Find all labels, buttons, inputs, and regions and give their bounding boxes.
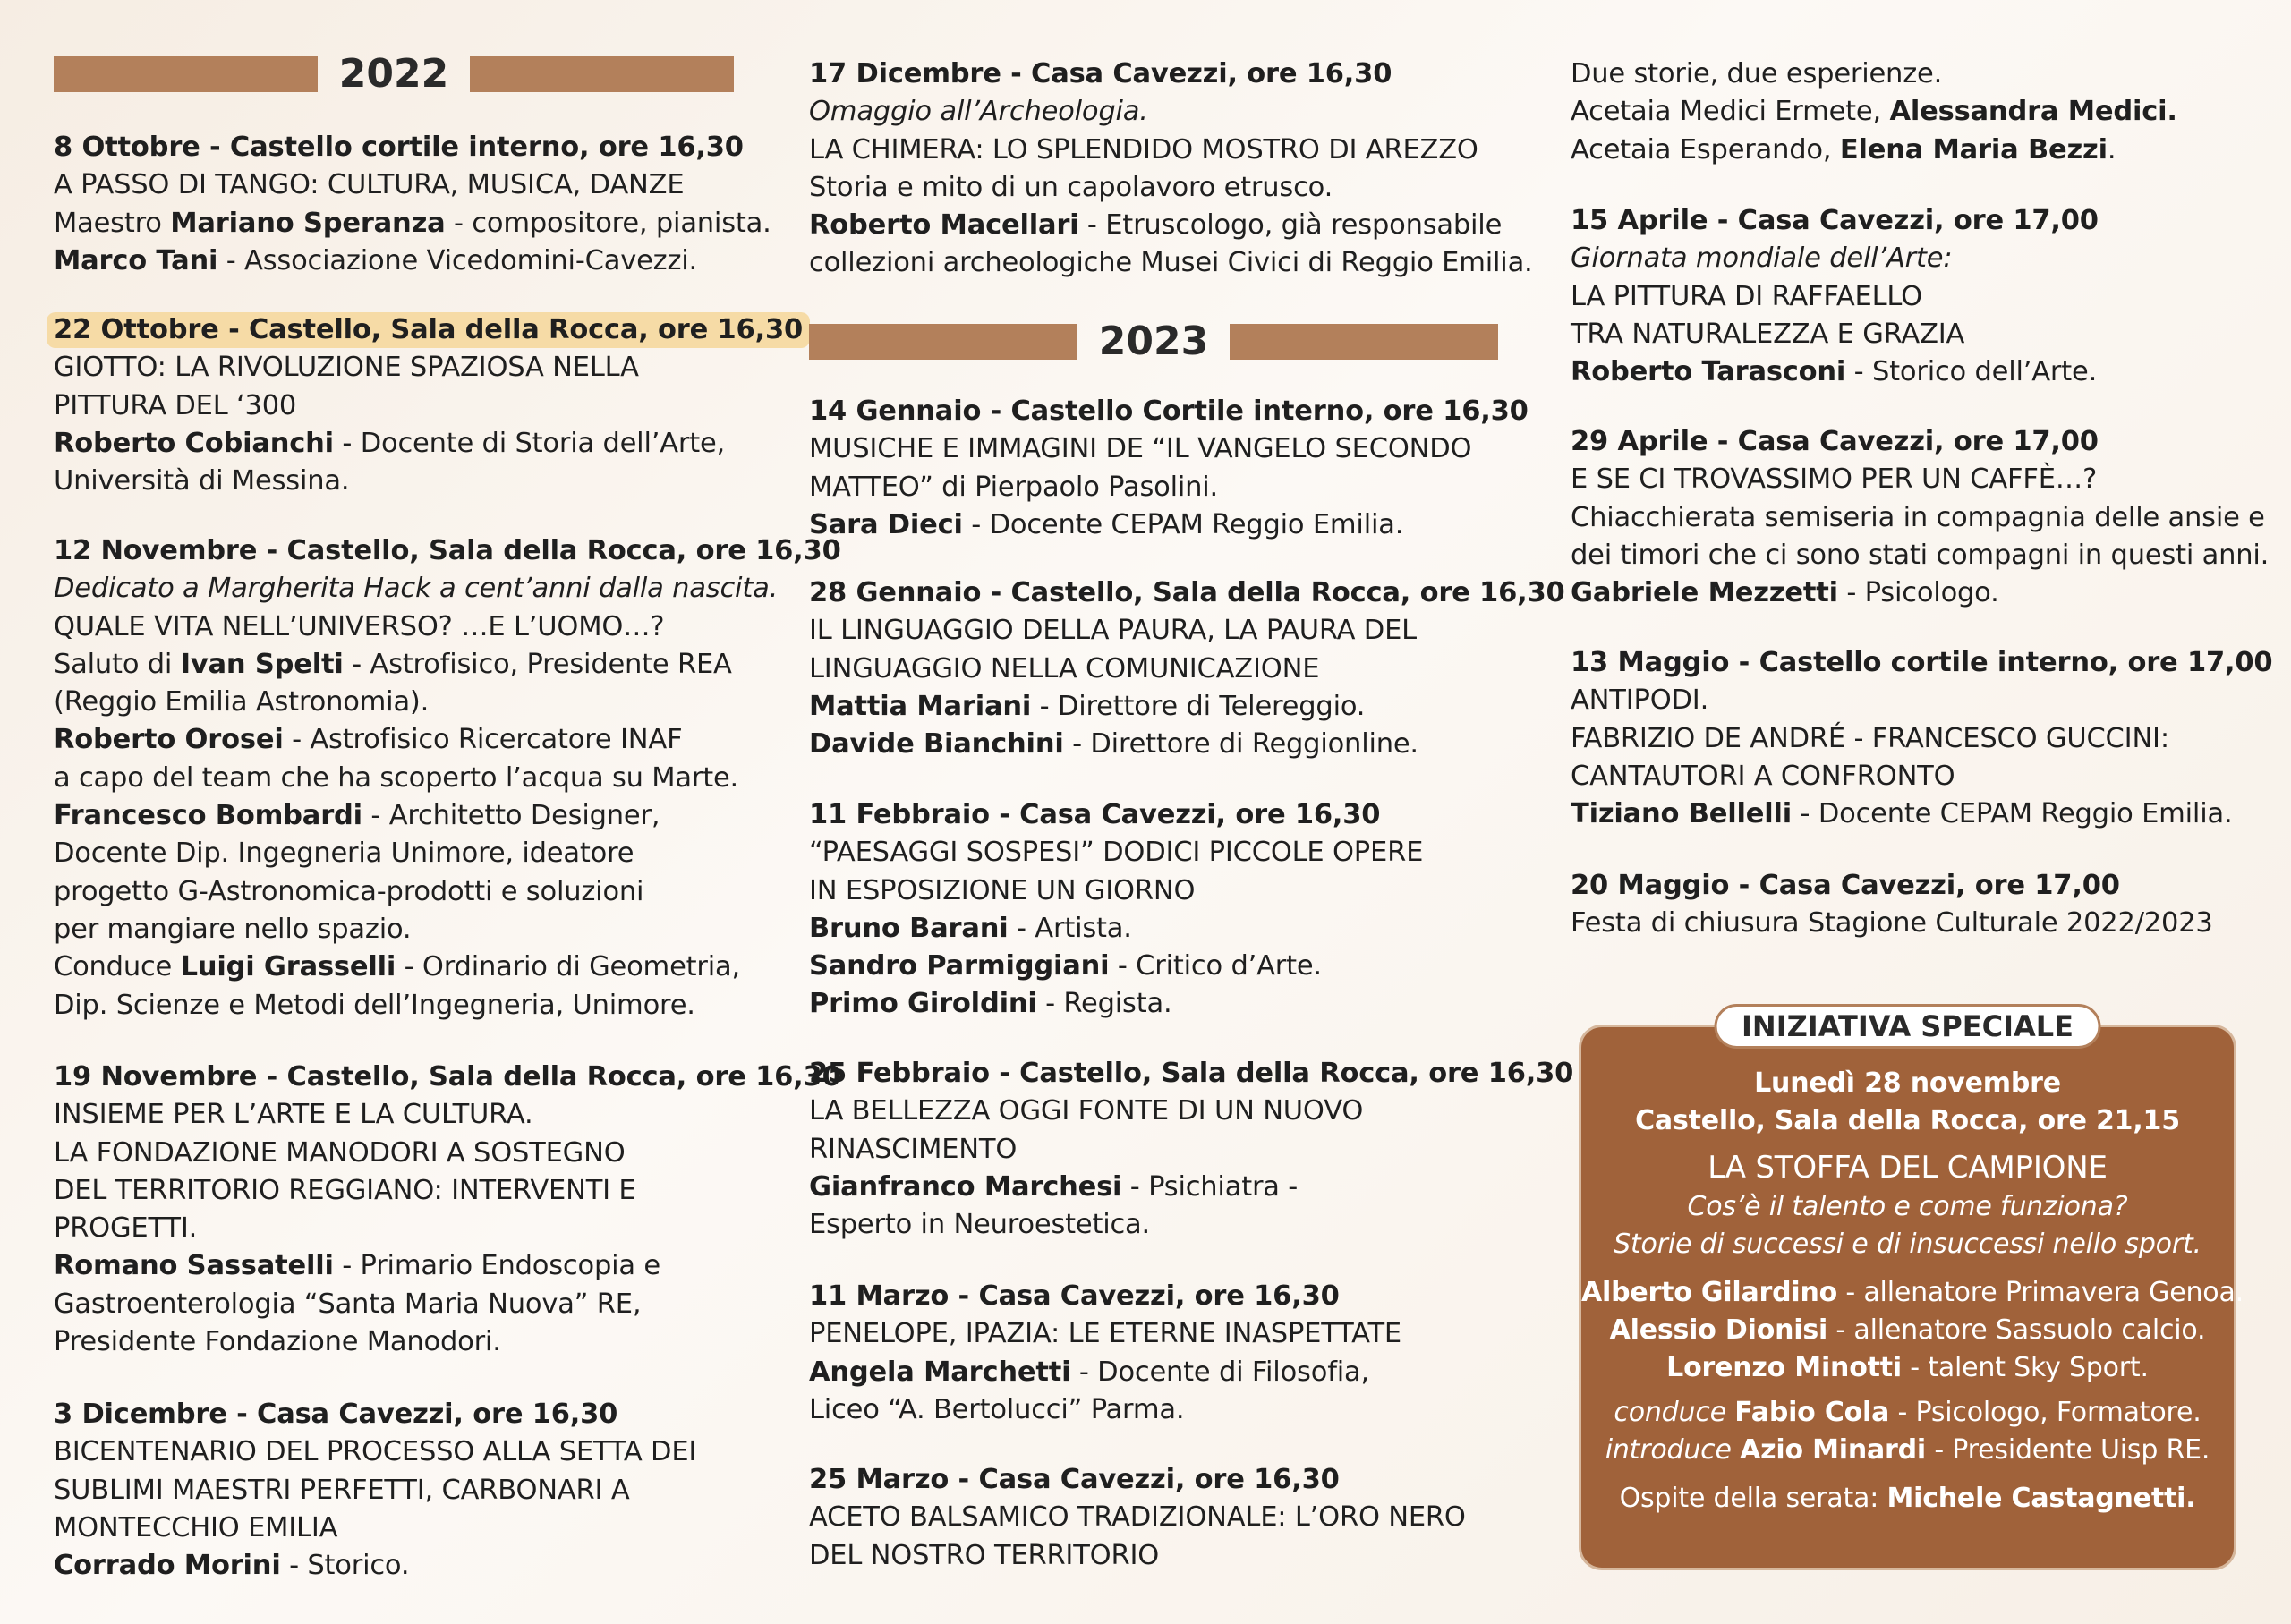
line-text: PITTURA DEL ‘300 xyxy=(54,389,297,421)
event-line xyxy=(54,1286,734,1323)
line-text: - Ordinario di Geometria, xyxy=(396,951,740,983)
line-text: - Psicologo, Formatore. xyxy=(1889,1397,2202,1428)
special-line xyxy=(1581,1065,2234,1102)
event-line xyxy=(809,650,1498,688)
year-bar-right xyxy=(1230,324,1498,360)
event-date-header: 20 Maggio - Casa Cavezzi, ore 17,00 xyxy=(1571,870,2120,901)
event-entry xyxy=(54,129,771,280)
special-line xyxy=(1581,1226,2234,1263)
year-label: 2022 xyxy=(338,51,449,97)
line-text: - Docente di Filosofia, xyxy=(1070,1356,1369,1388)
line-text: - Storico dell’Arte. xyxy=(1845,356,2098,388)
speaker-name: Michele Castagnetti. xyxy=(1886,1483,2196,1514)
line-text: Giornata mondiale dell’Arte: xyxy=(1571,242,1953,275)
line-text: Festa di chiusura Stagione Culturale 2022/2023 xyxy=(1571,907,2213,940)
line-text: ANTIPODI. xyxy=(1571,684,1709,717)
speaker-name: Lunedì 28 novembre xyxy=(1754,1067,2061,1099)
line-text: - Etruscologo, già responsabile xyxy=(1078,209,1503,242)
event-header-line xyxy=(54,129,744,166)
event-entry xyxy=(809,393,1529,544)
event-date-header: 11 Febbraio - Casa Cavezzi, ore 16,30 xyxy=(809,799,1381,830)
line-text: - Primario Endoscopia e xyxy=(333,1250,660,1282)
event-line xyxy=(809,612,1498,650)
line-text: LA BELLEZZA OGGI FONTE DI UN NUOVO xyxy=(809,1095,1364,1127)
event-date-header: 19 Novembre - Castello, Sala della Rocca, ore 16,30 xyxy=(54,1061,841,1093)
speaker-name: Sara Dieci xyxy=(809,508,963,540)
event-line xyxy=(54,1433,734,1471)
event-header-line xyxy=(809,1278,1498,1315)
event-date-header: 28 Gennaio - Castello, Sala della Rocca, ore 16,30 xyxy=(809,577,1565,608)
speaker-name: Roberto Cobianchi xyxy=(54,427,334,459)
speaker-name: Corrado Morini xyxy=(54,1550,281,1582)
line-text: Chiacchierata semiseria in compagnia delle ansie e xyxy=(1571,501,2265,533)
speaker-name: Fabio Cola xyxy=(1734,1397,1890,1428)
event-entry xyxy=(54,532,841,1025)
event-header-line xyxy=(809,574,1565,612)
line-text: Docente Dip. Ingegneria Unimore, ideatore xyxy=(54,838,634,870)
event-line xyxy=(1571,682,2251,719)
line-text: Storia e mito di un capolavoro etrusco. xyxy=(809,171,1333,203)
event-line xyxy=(54,570,779,608)
line-text: (Reggio Emilia Astronomia). xyxy=(54,686,430,718)
event-line xyxy=(809,1206,1498,1244)
special-event-box xyxy=(1579,1009,2244,1570)
event-line xyxy=(54,646,734,684)
year-bar-left xyxy=(809,324,1077,360)
event-line xyxy=(54,1323,734,1361)
speaker-name: Alessio Dionisi xyxy=(1609,1314,1828,1346)
event-line xyxy=(1571,499,2265,537)
speaker-name: Elena Maria Bezzi xyxy=(1839,133,2108,166)
special-line xyxy=(1581,1274,2244,1312)
event-header-line xyxy=(809,796,1498,834)
special-line xyxy=(1581,1394,2234,1432)
event-line xyxy=(54,835,734,872)
event-line xyxy=(54,911,734,948)
event-line xyxy=(1571,353,2251,391)
event-entry xyxy=(54,311,804,500)
speaker-name: Tiziano Bellelli xyxy=(1571,798,1793,830)
event-line xyxy=(809,985,1498,1023)
event-header-line xyxy=(54,532,841,570)
speaker-name: Mattia Mariani xyxy=(809,690,1032,722)
special-line xyxy=(1581,1312,2234,1349)
event-line xyxy=(1571,316,2251,353)
line-text: - Docente CEPAM Reggio Emilia. xyxy=(962,508,1404,540)
event-date-header: 25 Marzo - Casa Cavezzi, ore 16,30 xyxy=(809,1464,1340,1495)
event-date-header: 12 Novembre - Castello, Sala della Rocca, ore 16,30 xyxy=(54,535,841,566)
line-text: per mangiare nello spazio. xyxy=(54,913,412,945)
line-text: “PAESAGGI SOSPESI” DODICI PICCOLE OPERE xyxy=(809,837,1424,869)
event-line xyxy=(809,1391,1498,1429)
event-header-line xyxy=(1571,867,2251,905)
speaker-name: Romano Sassatelli xyxy=(54,1250,334,1282)
line-text: - Astrofisico Ricercatore INAF xyxy=(283,724,683,756)
speaker-name: Angela Marchetti xyxy=(809,1356,1071,1388)
event-date-header: 25 Febbraio - Castello, Sala della Rocca, ore 16,30 xyxy=(809,1058,1574,1089)
line-text: MUSICHE E IMMAGINI DE “IL VANGELO SECONDO xyxy=(809,433,1472,465)
line-text: Maestro xyxy=(54,207,171,239)
event-line xyxy=(54,242,734,280)
event-line xyxy=(54,608,734,646)
event-date-header: 8 Ottobre - Castello cortile interno, ore 16,30 xyxy=(54,132,744,163)
event-line xyxy=(54,425,734,463)
year-bar-left xyxy=(54,56,318,92)
event-line xyxy=(809,132,1498,169)
event-entry xyxy=(1571,202,2251,391)
line-text: Dedicato a Margherita Hack a cent’anni dalla nascita. xyxy=(54,573,779,605)
line-text: LINGUAGGIO NELLA COMUNICAZIONE xyxy=(809,652,1320,684)
event-line xyxy=(809,469,1498,506)
event-line xyxy=(809,726,1498,763)
line-text: - Associazione Vicedomini-Cavezzi. xyxy=(217,244,698,276)
line-text: - allenatore Sassuolo calcio. xyxy=(1827,1314,2206,1346)
line-text: E SE CI TROVASSIMO PER UN CAFFÈ…? xyxy=(1571,463,2098,496)
event-entry xyxy=(809,1461,1498,1575)
event-entry xyxy=(809,796,1498,1024)
speaker-name: Primo Giroldini xyxy=(809,988,1037,1020)
event-line xyxy=(809,834,1498,872)
line-text: MONTECCHIO EMILIA xyxy=(54,1511,338,1543)
line-text: - Storico. xyxy=(280,1550,410,1582)
line-text: - Docente di Storia dell’Arte, xyxy=(333,427,726,459)
event-date-header: 29 Aprile - Casa Cavezzi, ore 17,00 xyxy=(1571,426,2099,457)
line-text: GIOTTO: LA RIVOLUZIONE SPAZIOSA NELLA xyxy=(54,352,639,384)
speaker-name: Alessandra Medici. xyxy=(1889,96,2177,128)
event-header-line xyxy=(54,1059,841,1096)
event-line xyxy=(1571,132,2251,169)
line-text: DEL NOSTRO TERRITORIO xyxy=(809,1539,1160,1571)
line-text: IL LINGUAGGIO DELLA PAURA, LA PAURA DEL xyxy=(809,615,1417,647)
special-line xyxy=(1581,1102,2234,1140)
special-line xyxy=(1581,1432,2234,1469)
event-line xyxy=(809,1499,1498,1536)
event-header-line xyxy=(1571,423,2251,461)
line-text: - Regista. xyxy=(1036,988,1172,1020)
event-line xyxy=(1571,240,2251,277)
line-text: Presidente Fondazione Manodori. xyxy=(54,1326,501,1358)
speaker-name: Marco Tani xyxy=(54,244,218,276)
event-header-line xyxy=(809,1055,1574,1093)
line-text: Dip. Scienze e Metodi dell’Ingegneria, Unimore. xyxy=(54,989,695,1021)
line-text: - Artista. xyxy=(1008,912,1132,944)
event-entry xyxy=(809,1055,1574,1244)
line-text: Due storie, due esperienze. xyxy=(1571,58,1943,89)
special-event-body xyxy=(1581,1027,2244,1518)
event-line xyxy=(54,987,734,1025)
line-text: conduce xyxy=(1614,1397,1735,1428)
year-header-2022 xyxy=(54,51,734,97)
event-date-header: 13 Maggio - Castello cortile interno, ore 17,00 xyxy=(1571,647,2273,678)
line-text: QUALE VITA NELL’UNIVERSO? …E L’UOMO…? xyxy=(54,610,665,642)
event-date-header: 14 Gennaio - Castello Cortile interno, ore 16,30 xyxy=(809,395,1529,427)
line-text: A PASSO DI TANGO: CULTURA, MUSICA, DANZE xyxy=(54,169,685,201)
event-line xyxy=(54,1509,734,1547)
event-line xyxy=(54,1472,734,1509)
line-text: CANTAUTORI A CONFRONTO xyxy=(1571,760,1955,792)
event-entry xyxy=(1571,644,2273,833)
line-text: DEL TERRITORIO REGGIANO: INTERVENTI E xyxy=(54,1174,636,1206)
event-line xyxy=(54,721,734,759)
event-line xyxy=(54,387,734,425)
event-line xyxy=(54,760,739,797)
speaker-name: Roberto Macellari xyxy=(809,209,1079,242)
line-text: Conduce xyxy=(54,951,181,983)
line-text: LA PITTURA DI RAFFAELLO xyxy=(1571,280,1922,312)
line-text: Esperto in Neuroestetica. xyxy=(809,1209,1151,1241)
line-text: - Docente CEPAM Reggio Emilia. xyxy=(1792,798,2233,830)
line-text: Omaggio all’Archeologia. xyxy=(809,96,1148,128)
event-entry xyxy=(809,1278,1498,1429)
event-line xyxy=(54,684,734,721)
special-event-tab: INIZIATIVA SPECIALE xyxy=(1714,1004,2101,1049)
speaker-name: Alberto Gilardino xyxy=(1581,1277,1838,1308)
column-2 xyxy=(809,0,1574,1624)
line-text: SUBLIMI MAESTRI PERFETTI, CARBONARI A xyxy=(54,1474,630,1506)
event-line xyxy=(54,1247,734,1285)
event-line xyxy=(809,1315,1498,1353)
line-text: IN ESPOSIZIONE UN GIORNO xyxy=(809,874,1196,906)
event-header-line xyxy=(54,1396,734,1433)
event-line xyxy=(809,872,1498,910)
event-date-header: 17 Dicembre - Casa Cavezzi, ore 16,30 xyxy=(809,58,1392,89)
line-text: LA CHIMERA: LO SPLENDIDO MOSTRO DI AREZZO xyxy=(809,133,1478,166)
line-text: Liceo “A. Bertolucci” Parma. xyxy=(809,1393,1185,1425)
special-line xyxy=(1581,1188,2234,1226)
line-text: - Psicologo. xyxy=(1837,577,1999,609)
line-text: Cos’è il talento e come funziona? xyxy=(1687,1191,2128,1222)
speaker-name: Gianfranco Marchesi xyxy=(809,1170,1122,1203)
speaker-name: Davide Bianchini xyxy=(809,728,1064,761)
event-entry xyxy=(1571,867,2251,943)
event-entry xyxy=(1571,55,2251,169)
line-text: LA FONDAZIONE MANODORI A SOSTEGNO xyxy=(54,1136,626,1169)
line-text: FABRIZIO DE ANDRÉ - FRANCESCO GUCCINI: xyxy=(1571,722,2169,754)
line-text: - Psichiatra - xyxy=(1121,1170,1299,1203)
event-line xyxy=(809,430,1498,468)
year-header-2023 xyxy=(809,319,1498,364)
line-text: Saluto di xyxy=(54,648,181,680)
event-header-line xyxy=(809,55,1498,93)
event-date-header: 15 Aprile - Casa Cavezzi, ore 17,00 xyxy=(1571,205,2099,236)
event-line xyxy=(809,1537,1498,1575)
event-line xyxy=(1571,905,2251,942)
event-line xyxy=(1571,461,2251,498)
event-line xyxy=(809,1354,1498,1391)
speaker-name: Lorenzo Minotti xyxy=(1666,1352,1902,1383)
special-line xyxy=(1581,1349,2234,1387)
event-header-line xyxy=(809,1461,1498,1499)
line-text: - Direttore di Telereggio. xyxy=(1031,690,1366,722)
speaker-name: Gabriele Mezzetti xyxy=(1571,577,1838,609)
speaker-name: Castello, Sala della Rocca, ore 21,15 xyxy=(1635,1105,2180,1136)
event-date-header: 3 Dicembre - Casa Cavezzi, ore 16,30 xyxy=(54,1399,618,1430)
event-line xyxy=(1571,278,2251,316)
line-text: - Presidente Uisp RE. xyxy=(1926,1434,2210,1466)
column-1 xyxy=(54,0,841,1624)
line-text: Ospite della serata: xyxy=(1619,1483,1887,1514)
line-text: - compositore, pianista. xyxy=(445,207,771,239)
line-text: INSIEME PER L’ARTE E LA CULTURA. xyxy=(54,1099,533,1131)
event-header-line xyxy=(54,311,804,349)
event-entry xyxy=(1571,423,2270,612)
line-text: Storie di successi e di insuccessi nello sport. xyxy=(1614,1229,2202,1260)
event-entry xyxy=(54,1396,734,1585)
event-line xyxy=(809,93,1498,131)
line-text: collezioni archeologiche Musei Civici di Reggio Emilia. xyxy=(809,247,1533,279)
line-text: BICENTENARIO DEL PROCESSO ALLA SETTA DEI xyxy=(54,1436,697,1468)
line-text: - Architetto Designer, xyxy=(362,800,660,832)
speaker-name: Roberto Tarasconi xyxy=(1571,356,1846,388)
event-header-line xyxy=(1571,202,2251,240)
line-text: dei timori che ci sono stati compagni in questi anni. xyxy=(1571,539,2270,571)
special-line xyxy=(1581,1480,2234,1518)
line-text: - talent Sky Sport. xyxy=(1901,1352,2149,1383)
event-line xyxy=(1571,55,2251,93)
event-line xyxy=(54,349,734,387)
event-line xyxy=(809,207,1503,244)
year-bar-right xyxy=(470,56,734,92)
event-header-line xyxy=(809,393,1529,430)
event-entry xyxy=(809,574,1565,763)
line-text: ACETO BALSAMICO TRADIZIONALE: L’ORO NERO xyxy=(809,1501,1466,1534)
event-line xyxy=(809,948,1498,985)
event-line xyxy=(809,910,1498,948)
event-line xyxy=(54,1210,734,1247)
speaker-name: Bruno Barani xyxy=(809,912,1009,944)
event-line xyxy=(1571,537,2270,574)
line-text: Acetaia Esperando, xyxy=(1571,133,1840,166)
line-text: a capo del team che ha scoperto l’acqua su Marte. xyxy=(54,761,739,794)
event-entry xyxy=(54,1059,841,1361)
event-date-header: 11 Marzo - Casa Cavezzi, ore 16,30 xyxy=(809,1280,1340,1312)
speaker-name: Ivan Spelti xyxy=(180,648,344,680)
event-line xyxy=(809,169,1498,207)
speaker-name: Luigi Grasselli xyxy=(180,951,396,983)
line-text: - allenatore Primavera Genoa. xyxy=(1837,1277,2244,1308)
event-line xyxy=(809,244,1533,282)
event-line xyxy=(54,1172,734,1210)
event-line xyxy=(54,205,771,242)
event-line xyxy=(54,873,734,911)
event-line xyxy=(54,1096,734,1134)
event-line xyxy=(54,948,740,986)
speaker-name: Mariano Speranza xyxy=(170,207,446,239)
event-line xyxy=(1571,720,2251,758)
line-text: LA STOFFA DEL CAMPIONE xyxy=(1708,1150,2108,1186)
speaker-name: Roberto Orosei xyxy=(54,724,284,756)
event-line xyxy=(809,506,1498,544)
event-line xyxy=(809,1093,1498,1130)
event-line xyxy=(54,1547,734,1585)
line-text: progetto G-Astronomica-prodotti e soluzioni xyxy=(54,875,644,907)
event-header-line xyxy=(1571,644,2273,682)
special-line xyxy=(1581,1147,2234,1188)
event-line xyxy=(1571,795,2251,833)
line-text: - Critico d’Arte. xyxy=(1109,950,1322,982)
event-line xyxy=(54,1135,734,1172)
line-text: - Astrofisico, Presidente REA xyxy=(343,648,732,680)
event-date-header: 22 Ottobre - Castello, Sala della Rocca, ore 16,30 xyxy=(47,312,810,348)
line-text: TRA NATURALEZZA E GRAZIA xyxy=(1571,318,1965,350)
event-line xyxy=(809,1169,1498,1206)
speaker-name: Sandro Parmiggiani xyxy=(809,950,1110,982)
line-text: - Direttore di Reggionline. xyxy=(1063,728,1418,761)
line-text: introduce xyxy=(1605,1434,1741,1466)
event-line xyxy=(54,797,734,835)
line-text: Gastroenterologia “Santa Maria Nuova” RE, xyxy=(54,1288,642,1320)
speaker-name: Francesco Bombardi xyxy=(54,800,362,832)
line-text: MATTEO” di Pierpaolo Pasolini. xyxy=(809,471,1219,503)
line-text: PENELOPE, IPAZIA: LE ETERNE INASPETTATE xyxy=(809,1318,1401,1350)
event-line xyxy=(809,1131,1498,1169)
line-text: RINASCIMENTO xyxy=(809,1133,1018,1165)
event-line xyxy=(1571,93,2251,131)
year-label: 2023 xyxy=(1098,319,1209,364)
event-line xyxy=(1571,574,2251,612)
line-text: Acetaia Medici Ermete, xyxy=(1571,96,1890,128)
line-text: Università di Messina. xyxy=(54,465,350,497)
line-text: . xyxy=(2107,133,2116,166)
event-line xyxy=(54,166,734,204)
speaker-name: Azio Minardi xyxy=(1740,1434,1926,1466)
event-entry xyxy=(809,55,1533,283)
event-line xyxy=(809,688,1498,726)
line-text: PROGETTI. xyxy=(54,1212,198,1245)
event-line xyxy=(1571,758,2251,795)
event-line xyxy=(54,463,734,500)
